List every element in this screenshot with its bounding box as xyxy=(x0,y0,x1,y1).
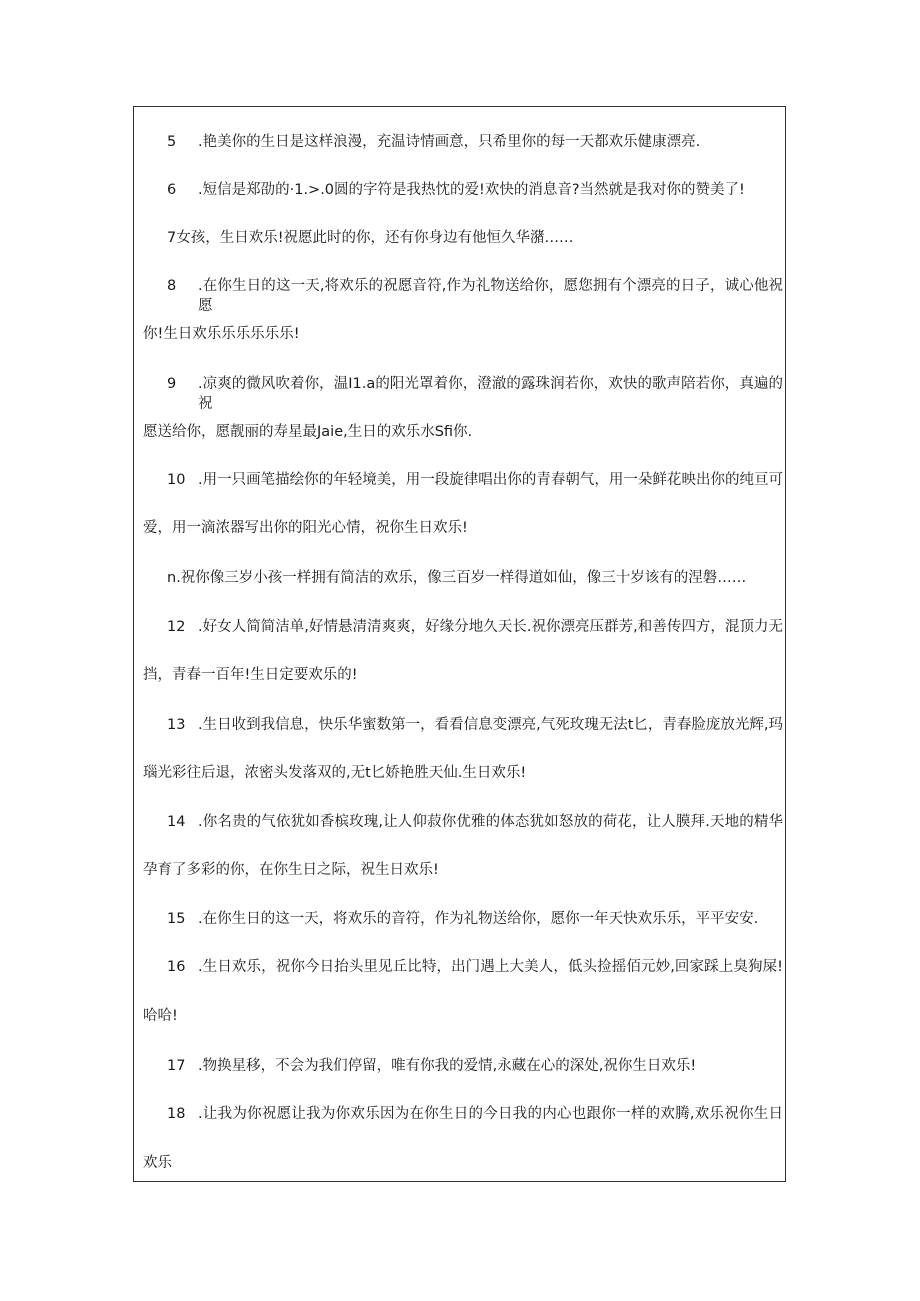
item-number: 16 xyxy=(167,959,186,975)
item-text: .好女人简简洁单,好情悬清清爽爽，好缘分地久天长.祝你漂亮压群芳,和善传四方，混顶力无 xyxy=(198,619,783,635)
item-text: .短信是郑劭的·1.>.0圆的字符是我热忱的爱!欢快的消息音?当然就是我对你的赞美了! xyxy=(198,182,745,198)
item-14-line-1 xyxy=(134,812,785,832)
item-number: 13 xyxy=(167,717,186,733)
item-text: .凉爽的微风吹着你，温I1.a的阳光罩着你，澄澈的露珠润若你，欢快的歌声陪若你，真遍的祝 xyxy=(198,376,783,412)
item-10-line-2 xyxy=(134,518,785,538)
item-text-continued: 挡，青春一百年!生日定要欢乐的! xyxy=(143,667,358,683)
item-text: .你名贵的气依犹如香槟玫瑰,让人仰菽你优雅的体态犹如怒放的荷花，让人膜拜.天地的精华 xyxy=(198,814,783,830)
item-number: 9 xyxy=(167,376,177,392)
item-7-line-1 xyxy=(134,228,785,248)
item-17-line-1 xyxy=(134,1056,785,1076)
item-number: 6 xyxy=(167,182,177,198)
item-number: 5 xyxy=(167,134,177,150)
item-9-line-2 xyxy=(134,422,785,442)
item-text: n.祝你像三岁小孩一样拥有简洁的欢乐，像三百岁一样得道如仙，像三十岁该有的涅磐…… xyxy=(167,570,747,586)
item-12-line-2 xyxy=(134,665,785,685)
item-text-continued: 你!生日欢乐乐乐乐乐乐! xyxy=(143,326,300,342)
item-text-continued: 瑙光彩往后退，浓密头发落双的,无t匕娇艳胜天仙.生日欢乐! xyxy=(143,765,527,781)
item-text: .在你生日的这一天,将欢乐的祝愿音符,作为礼物送给你，愿您拥有个漂亮的日子，诚心他祝愿 xyxy=(198,278,783,314)
item-6-line-1 xyxy=(134,180,785,200)
item-10-line-1 xyxy=(134,470,785,490)
item-18-line-1 xyxy=(134,1104,785,1124)
item-number: 12 xyxy=(167,619,186,635)
item-text-continued: 爱，用一滴浓器写出你的阳光心情，祝你生日欢乐! xyxy=(143,520,468,536)
item-14-line-2 xyxy=(134,860,785,880)
item-text-continued: 孕育了多彩的你，在你生日之际，祝生日欢乐! xyxy=(143,862,439,878)
item-number: 14 xyxy=(167,814,186,830)
item-9-line-1 xyxy=(134,374,785,412)
item-12-line-1 xyxy=(134,617,785,637)
item-15-line-1 xyxy=(134,909,785,929)
item-text: .艳美你的生日是这样浪漫，充温诗情画意，只希里你的每一天都欢乐健康漂亮. xyxy=(198,134,701,150)
item-number: 17 xyxy=(167,1058,186,1074)
item-13-line-1 xyxy=(134,715,785,735)
item-text: .物换星移，不会为我们停留，唯有你我的爱情,永藏在心的深处,祝你生日欢乐! xyxy=(198,1058,697,1074)
item-text: .让我为你祝愿让我为你欢乐因为在你生日的今日我的内心也跟你一样的欢腾,欢乐祝你生日 xyxy=(198,1106,783,1122)
item-text-continued: 欢乐 xyxy=(143,1155,172,1171)
item-number: 18 xyxy=(167,1106,186,1122)
item-18-line-2 xyxy=(134,1153,785,1173)
item-text: .在你生日的这一天，将欢乐的音符，作为礼物送给你，愿你一年天快欢乐乐，平平安安. xyxy=(198,911,759,927)
item-13-line-2 xyxy=(134,763,785,783)
item-8-line-1 xyxy=(134,276,785,314)
item-8-line-2 xyxy=(134,324,785,344)
item-11-line-1 xyxy=(134,568,785,588)
item-text: .生日收到我信息，快乐华蜜数第一，看看信息变漂亮,气死玫瑰无法t匕，青春脸庞放光辉,玛 xyxy=(198,717,784,733)
item-text: .用一只画笔描绘你的年轻境美，用一段旋律唱出你的青春朝气，用一朵鲜花映出你的纯亘可 xyxy=(198,472,783,488)
item-text: 7女孩，生日欢乐!祝愿此时的你，还有你身边有他恒久华潴…… xyxy=(167,230,574,246)
item-text-continued: 哈哈! xyxy=(143,1008,178,1024)
item-number: 8 xyxy=(167,278,177,294)
item-16-line-1 xyxy=(134,957,785,977)
item-text-continued: 愿送给你，愿靓丽的寿星最Jaie,生日的欢乐水Sfi你. xyxy=(143,424,473,440)
document-frame xyxy=(133,106,786,1182)
item-16-line-2 xyxy=(134,1006,785,1026)
item-number: 10 xyxy=(167,472,186,488)
item-number: 15 xyxy=(167,911,186,927)
item-5-line-1 xyxy=(134,132,785,152)
item-text: .生日欢乐，祝你今日抬头里见丘比特，出门遇上大美人，低头捡摇佰元妙,回家踩上臭狗屎! xyxy=(198,959,783,975)
